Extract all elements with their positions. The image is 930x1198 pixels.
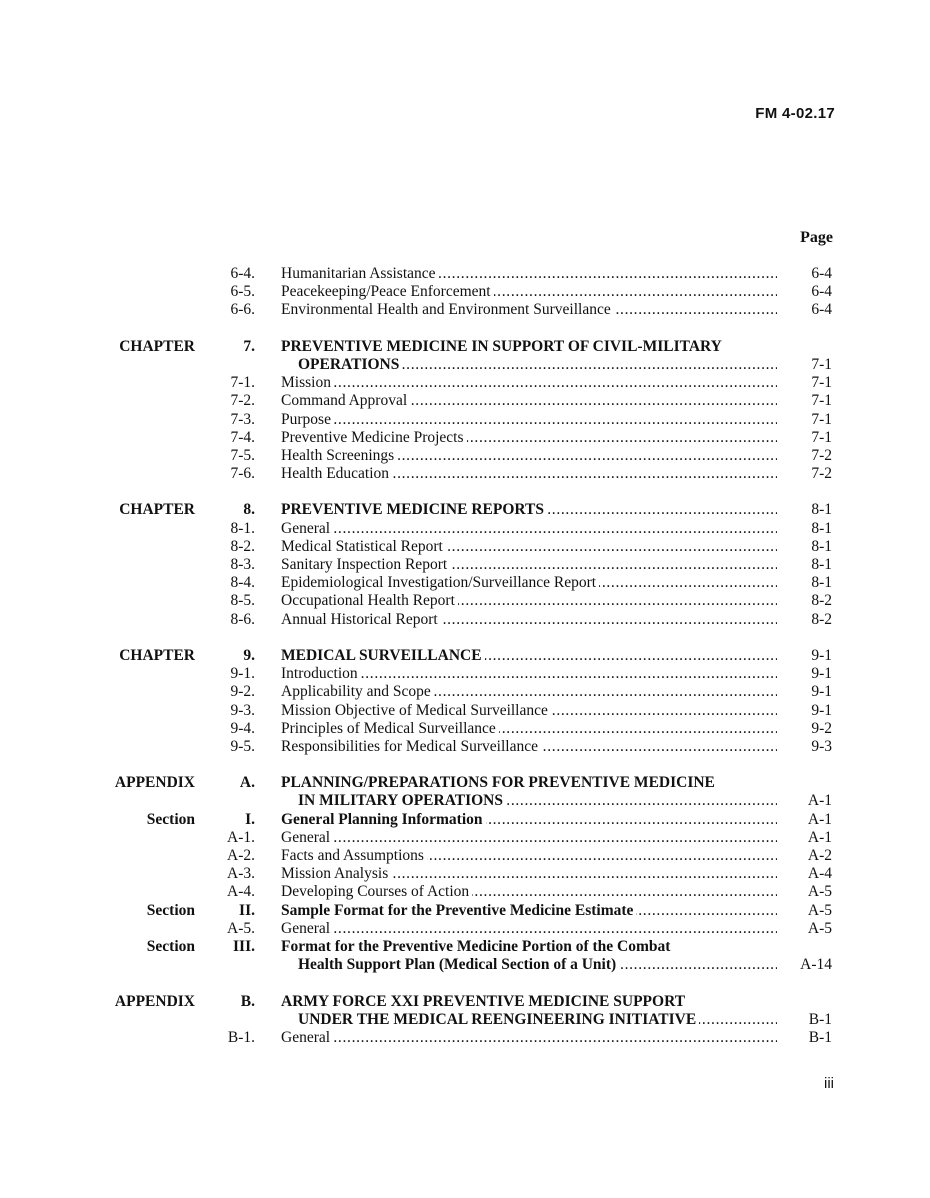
toc-entry-title [281, 665, 777, 683]
toc-entry[interactable] [0, 611, 930, 629]
toc-entry-title [281, 538, 777, 556]
toc-entry-title-text: Principles of Medical Surveillance [281, 720, 499, 737]
toc-entry-label: APPENDIX [114, 992, 195, 1010]
toc-entry[interactable] [0, 411, 930, 429]
toc-entry-title [281, 265, 777, 283]
toc-entry-title [281, 720, 777, 738]
toc-entry-label: CHAPTER [119, 501, 195, 519]
toc-entry[interactable] [0, 501, 930, 519]
toc-entry-number: A-4. [227, 883, 255, 901]
toc-entry-title [281, 702, 777, 720]
toc-entry[interactable] [0, 993, 930, 1011]
toc-entry-number: 6-6. [230, 301, 255, 319]
toc-entry-number: 9. [243, 646, 255, 664]
toc-entry[interactable] [0, 574, 930, 592]
toc-entry[interactable] [0, 429, 930, 447]
document-id: FM 4-02.17 [755, 105, 835, 122]
toc-entry-number: A-3. [227, 865, 255, 883]
toc-entry-title-text: Mission Analysis [281, 865, 391, 882]
toc-entry-number: 7-6. [230, 465, 255, 483]
toc-entry-page: 7-1 [811, 410, 832, 428]
toc-entry-title-text: Annual Historical Report [281, 611, 441, 628]
toc-entry-number: 9-2. [230, 683, 255, 701]
toc-entry-page: 6-4 [811, 265, 832, 282]
toc-entry-title-text: Health Screenings [281, 447, 397, 464]
toc-entry-title-text: Facts and Assumptions [281, 847, 427, 864]
toc-entry-title [281, 392, 777, 410]
toc-entry-title-text: Format for the Preventive Medicine Portion of the Combat [281, 938, 673, 955]
toc-entry[interactable] [0, 374, 930, 392]
toc-entry-page: A-1 [807, 792, 832, 810]
toc-entry[interactable] [0, 774, 930, 792]
toc-entry-title [281, 865, 777, 883]
toc-entry-title-text: UNDER THE MEDICAL REENGINEERING INITIATIVE [298, 1011, 699, 1028]
toc-entry-title-text: Epidemiological Investigation/Surveillance Report [281, 574, 599, 591]
toc-entry-page: A-5 [807, 883, 832, 901]
toc-entry[interactable] [0, 338, 930, 356]
toc-entry-page: 9-3 [811, 737, 832, 755]
toc-entry-title [281, 647, 777, 665]
toc-entry-number: 7. [243, 337, 255, 355]
toc-entry-number: A-1. [227, 828, 255, 846]
toc-entry-title-text: Introduction [281, 665, 361, 682]
toc-entry[interactable] [0, 665, 930, 683]
toc-entry-page: 8-1 [811, 537, 832, 555]
toc-entry[interactable] [0, 356, 930, 374]
toc-entry-number: 7-2. [230, 392, 255, 410]
toc-entry-page: 7-2 [811, 446, 832, 464]
toc-entry-title [281, 520, 777, 538]
toc-entry-page: 9-1 [811, 646, 832, 664]
toc-entry-number: B. [240, 992, 255, 1010]
toc-entry-title-text: Occupational Health Report [281, 592, 458, 609]
toc-entry-title-text: Mission [281, 374, 334, 391]
toc-entry-page: A-5 [807, 901, 832, 919]
toc-entry-page: 7-1 [811, 355, 832, 373]
toc-entry-page: A-14 [800, 956, 832, 974]
toc-entry-title-text: Applicability and Scope [281, 683, 434, 700]
toc-entry[interactable] [0, 1029, 930, 1047]
toc-entry-title-text: Health Education [281, 465, 392, 482]
toc-entry[interactable] [0, 811, 930, 829]
toc-entry[interactable] [0, 447, 930, 465]
toc-entry-title-text: Responsibilities for Medical Surveillance [281, 738, 541, 755]
toc-entry[interactable] [0, 792, 930, 810]
toc-entry-title [281, 301, 777, 319]
toc-entry[interactable] [0, 538, 930, 556]
toc-entry-number: 6-4. [230, 265, 255, 282]
toc-entry-number: 7-5. [230, 446, 255, 464]
toc-entry[interactable] [0, 592, 930, 610]
toc-entry-title [281, 556, 777, 574]
toc-entry-page: 8-1 [811, 519, 832, 537]
toc-entry-page: 9-2 [811, 719, 832, 737]
toc-entry-title-text: Sample Format for the Preventive Medicine Estimate [281, 902, 636, 919]
toc-entry[interactable] [0, 938, 930, 956]
toc-entry-title-text: PREVENTIVE MEDICINE REPORTS [281, 501, 547, 518]
toc-entry[interactable] [0, 683, 930, 701]
toc-entry-title [281, 283, 777, 301]
toc-entry-number: 9-1. [230, 665, 255, 683]
toc-entry-label: Section [146, 901, 195, 919]
toc-entry-page: 9-1 [811, 665, 832, 683]
toc-entry-number: 7-1. [230, 374, 255, 392]
toc-entry-title-text: PREVENTIVE MEDICINE IN SUPPORT OF CIVIL-MILITARY [281, 338, 725, 355]
toc-entry-title [281, 447, 777, 465]
toc-entry-title-text: Environmental Health and Environment Surveillance [281, 301, 614, 318]
toc-entry-title [281, 411, 777, 429]
toc-entry-title-text: Command Approval [281, 392, 410, 409]
toc-entry-page: 7-1 [811, 374, 832, 392]
toc-entry-title [281, 1029, 777, 1047]
toc-entry-page: B-1 [808, 1010, 832, 1028]
toc-entry-title-text: MEDICAL SURVEILLANCE [281, 647, 485, 664]
toc-entry[interactable] [0, 720, 930, 738]
toc-entry-title-text: General Planning Information [281, 811, 486, 828]
toc-entry-title [298, 1011, 777, 1029]
toc-entry-title-text: PLANNING/PREPARATIONS FOR PREVENTIVE MEDICINE [281, 774, 718, 791]
toc-entry-title-text: General [281, 829, 333, 846]
toc-entry-page: 8-1 [811, 556, 832, 573]
toc-entry-number: A-2. [227, 847, 255, 864]
toc-entry-title [281, 465, 777, 483]
toc-entry-number: 8-2. [230, 537, 255, 555]
toc-entry-title-text: Preventive Medicine Projects [281, 429, 467, 446]
page-column-heading: Page [800, 229, 833, 246]
toc-entry-title [281, 902, 777, 920]
toc-entry-label: CHAPTER [119, 337, 195, 355]
toc-entry-number: 9-3. [230, 701, 255, 719]
toc-entry-page: A-1 [807, 828, 832, 846]
toc-entry-label: Section [146, 810, 195, 828]
toc-entry-number: 9-5. [230, 737, 255, 755]
toc-entry[interactable] [0, 956, 930, 974]
toc-entry-page: 7-1 [811, 392, 832, 410]
toc-entry[interactable] [0, 465, 930, 483]
toc-entry-title [281, 883, 777, 901]
toc-entry[interactable] [0, 1011, 930, 1029]
toc-entry-title-text: Peacekeeping/Peace Enforcement [281, 283, 494, 300]
toc-entry[interactable] [0, 265, 930, 283]
toc-entry[interactable] [0, 556, 930, 574]
toc-entry-number: 8. [243, 501, 255, 519]
toc-entry-page: 8-1 [811, 501, 832, 519]
toc-entry-title-text: IN MILITARY OPERATIONS [298, 792, 506, 809]
toc-entry-page: 7-2 [811, 465, 832, 483]
toc-entry-number: II. [239, 901, 255, 919]
toc-entry-title-text: Mission Objective of Medical Surveillance [281, 702, 551, 719]
toc-entry-title [281, 774, 777, 792]
toc-entry-title-text: Humanitarian Assistance [281, 265, 439, 282]
toc-entry-title-text: General [281, 1029, 333, 1046]
toc-entry-number: I. [245, 810, 255, 828]
toc-entry-title [281, 738, 777, 756]
toc-entry-page: 9-1 [811, 701, 832, 719]
toc-entry-number: B-1. [227, 1028, 255, 1046]
toc-entry-title [281, 429, 777, 447]
toc-entry-page: A-1 [807, 810, 832, 828]
toc-entry-number: A-5. [227, 919, 255, 937]
toc-entry-title [281, 847, 777, 865]
toc-entry-number: 8-4. [230, 574, 255, 592]
toc-entry[interactable] [0, 520, 930, 538]
toc-entry[interactable] [0, 883, 930, 901]
toc-entry-number: 6-5. [230, 283, 255, 301]
toc-entry-number: 7-4. [230, 428, 255, 446]
toc-entry-title-text: General [281, 920, 333, 937]
toc-entry-page: 8-1 [811, 574, 832, 592]
table-of-contents [0, 265, 930, 1047]
toc-entry-page: 7-1 [811, 428, 832, 446]
toc-entry-number: A. [239, 774, 255, 792]
toc-entry-label: Section [146, 937, 195, 955]
toc-entry-number: 8-6. [230, 610, 255, 628]
toc-entry-title [298, 356, 777, 374]
toc-entry[interactable] [0, 847, 930, 865]
toc-entry-title [281, 993, 777, 1011]
toc-entry-title-text: Developing Courses of Action [281, 883, 472, 900]
toc-entry[interactable] [0, 647, 930, 665]
toc-entry[interactable] [0, 738, 930, 756]
toc-entry-title [281, 374, 777, 392]
toc-entry[interactable] [0, 283, 930, 301]
toc-entry-page: 6-4 [811, 301, 832, 319]
toc-entry-title-text: ARMY FORCE XXI PREVENTIVE MEDICINE SUPPORT [281, 993, 688, 1010]
toc-entry-page: B-1 [808, 1028, 832, 1046]
toc-entry-title-text: General [281, 520, 333, 537]
toc-entry[interactable] [0, 829, 930, 847]
toc-entry-title [281, 501, 777, 519]
toc-entry-title-text: Health Support Plan (Medical Section of a Unit) [298, 956, 619, 973]
toc-entry-title-text: Purpose [281, 411, 334, 428]
toc-entry-page: 8-2 [811, 592, 832, 610]
toc-entry-title [298, 956, 777, 974]
toc-entry[interactable] [0, 920, 930, 938]
toc-entry[interactable] [0, 392, 930, 410]
toc-entry-page: A-5 [807, 919, 832, 937]
toc-entry-number: 8-3. [230, 556, 255, 573]
toc-entry[interactable] [0, 301, 930, 319]
toc-entry[interactable] [0, 702, 930, 720]
toc-entry-title-text: OPERATIONS [298, 356, 402, 373]
toc-entry-title [281, 611, 777, 629]
toc-entry-title [281, 938, 777, 956]
toc-entry-number: 7-3. [230, 410, 255, 428]
toc-entry-page: A-4 [807, 865, 832, 883]
toc-entry-label: CHAPTER [119, 646, 195, 664]
toc-entry-label: APPENDIX [114, 774, 195, 792]
toc-entry-title [281, 920, 777, 938]
toc-entry-title [281, 683, 777, 701]
toc-entry-number: 8-1. [230, 519, 255, 537]
toc-entry-number: III. [233, 937, 255, 955]
toc-entry-number: 8-5. [230, 592, 255, 610]
toc-entry-page: 9-1 [811, 683, 832, 701]
toc-entry-page: 6-4 [811, 283, 832, 301]
toc-entry-number: 9-4. [230, 719, 255, 737]
toc-entry[interactable] [0, 865, 930, 883]
toc-entry-title-text: Medical Statistical Report [281, 538, 446, 555]
toc-entry-page: A-2 [807, 847, 832, 864]
toc-entry-title [281, 574, 777, 592]
toc-entry[interactable] [0, 902, 930, 920]
toc-entry-page: 8-2 [811, 610, 832, 628]
toc-entry-title [281, 829, 777, 847]
toc-entry-title [298, 792, 777, 810]
toc-entry-title [281, 338, 777, 356]
toc-entry-title [281, 811, 777, 829]
page-number: iii [824, 1075, 834, 1092]
toc-entry-title [281, 592, 777, 610]
toc-entry-title-text: Sanitary Inspection Report [281, 556, 450, 573]
